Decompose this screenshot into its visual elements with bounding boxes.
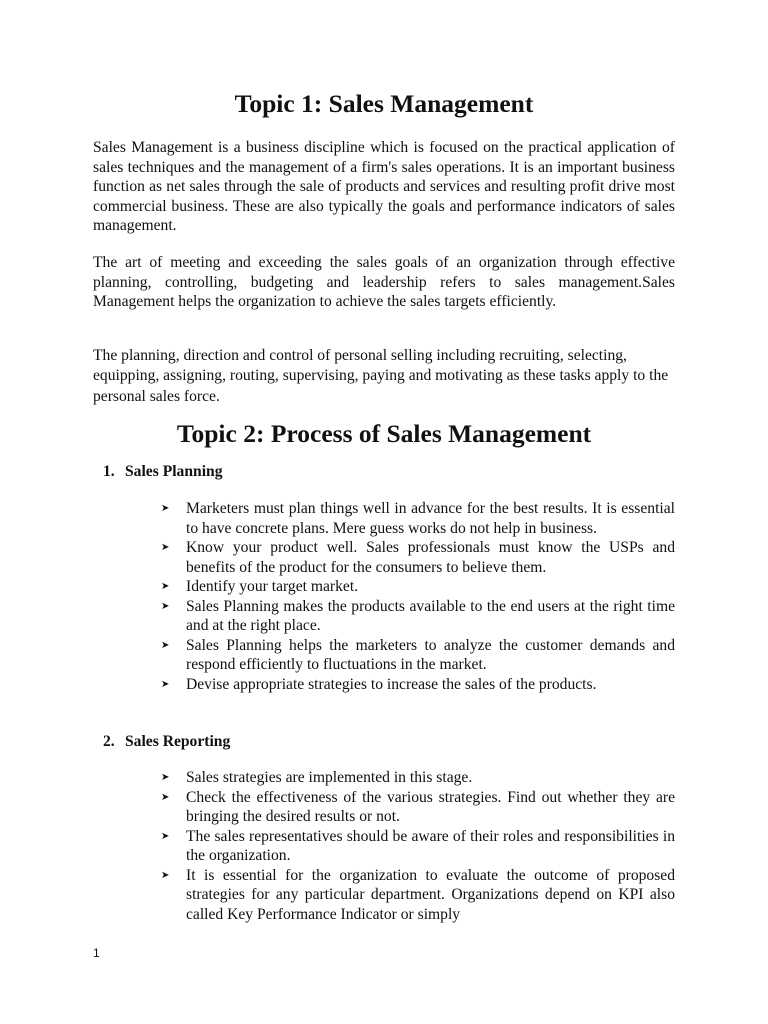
list-item [161,675,675,695]
arrowhead-bullet-icon: ➤ [161,600,170,612]
section-heading-label: Sales Planning [125,463,223,480]
list-item-text: Know your product well. Sales professionals must know the USPs and benefits of the product for the consumers to believe them. [186,539,675,576]
list-item-text: The sales representatives should be aware of their roles and responsibilities in the organization. [186,827,675,864]
arrowhead-bullet-icon: ➤ [161,639,170,651]
topic-2-title: Topic 2: Process of Sales Management [176,419,592,448]
arrowhead-bullet-icon: ➤ [161,581,170,592]
arrowhead-bullet-icon: ➤ [161,869,170,881]
list-item [161,597,675,636]
list-item-text: It is essential for the organization to evaluate the outcome of proposed strategies for any particular department. Organizations depend on KPI also called Key Performance Indicator or simply [186,866,675,923]
sales-reporting-bullet-list [161,768,675,924]
list-item-text: Check the effectiveness of the various strategies. Find out whether they are bringing the desired results or not. [186,788,675,825]
arrowhead-bullet-icon: ➤ [161,772,170,783]
arrowhead-bullet-icon: ➤ [161,791,170,803]
list-item [161,866,675,925]
paragraph-art-of-sales-goals: The art of meeting and exceeding the sales goals of an organization through effective planning, controlling, budgeting and leadership refers to sales management.Sales Management helps the organization to achieve the sales targets efficiently. [93,254,675,311]
arrowhead-bullet-icon: ➤ [161,678,170,690]
topic-1-title: Topic 1: Sales Management [234,89,534,118]
sales-planning-bullet-list [161,499,675,694]
list-item-text: Devise appropriate strategies to increase the sales of the products. [186,675,597,693]
section-number: 2. [103,733,115,750]
page-number: 1 [93,946,100,960]
section-heading-label: Sales Reporting [125,733,231,750]
arrowhead-bullet-icon: ➤ [161,542,170,553]
arrowhead-bullet-icon: ➤ [161,503,170,514]
list-item [161,577,675,597]
list-item [161,538,675,577]
section-heading-sales-planning [103,462,223,482]
paragraph-personal-selling: The planning, direction and control of personal selling including recruiting, selecting, equipping, assigning, routing, supervising, paying and motivating as these tasks apply to the personal sales force. [93,347,669,405]
list-item [161,499,675,538]
list-item [161,768,675,788]
list-item [161,788,675,827]
section-number: 1. [103,463,115,480]
list-item-text: Marketers must plan things well in advance for the best results. It is essential to have concrete plans. Mere guess works do not help in business. [186,500,675,537]
section-heading-sales-reporting [103,732,230,752]
list-item-text: Sales Planning helps the marketers to analyze the customer demands and respond efficiently to fluctuations in the market. [186,636,675,673]
list-item-text: Sales Planning makes the products available to the end users at the right time and at the right place. [186,597,675,634]
list-item [161,827,675,866]
list-item-text: Identify your target market. [186,578,359,595]
paragraph-sales-management-definition: Sales Management is a business discipline which is focused on the practical application of sales techniques and the management of a firm's sales operations. It is an important business function as net sales through the sale of products and services and resulting profit drive most commercial business. These are also typically the goals and performance indicators of sales management. [93,139,675,235]
list-item [161,636,675,675]
arrowhead-bullet-icon: ➤ [161,830,170,842]
list-item-text: Sales strategies are implemented in this stage. [186,769,473,786]
